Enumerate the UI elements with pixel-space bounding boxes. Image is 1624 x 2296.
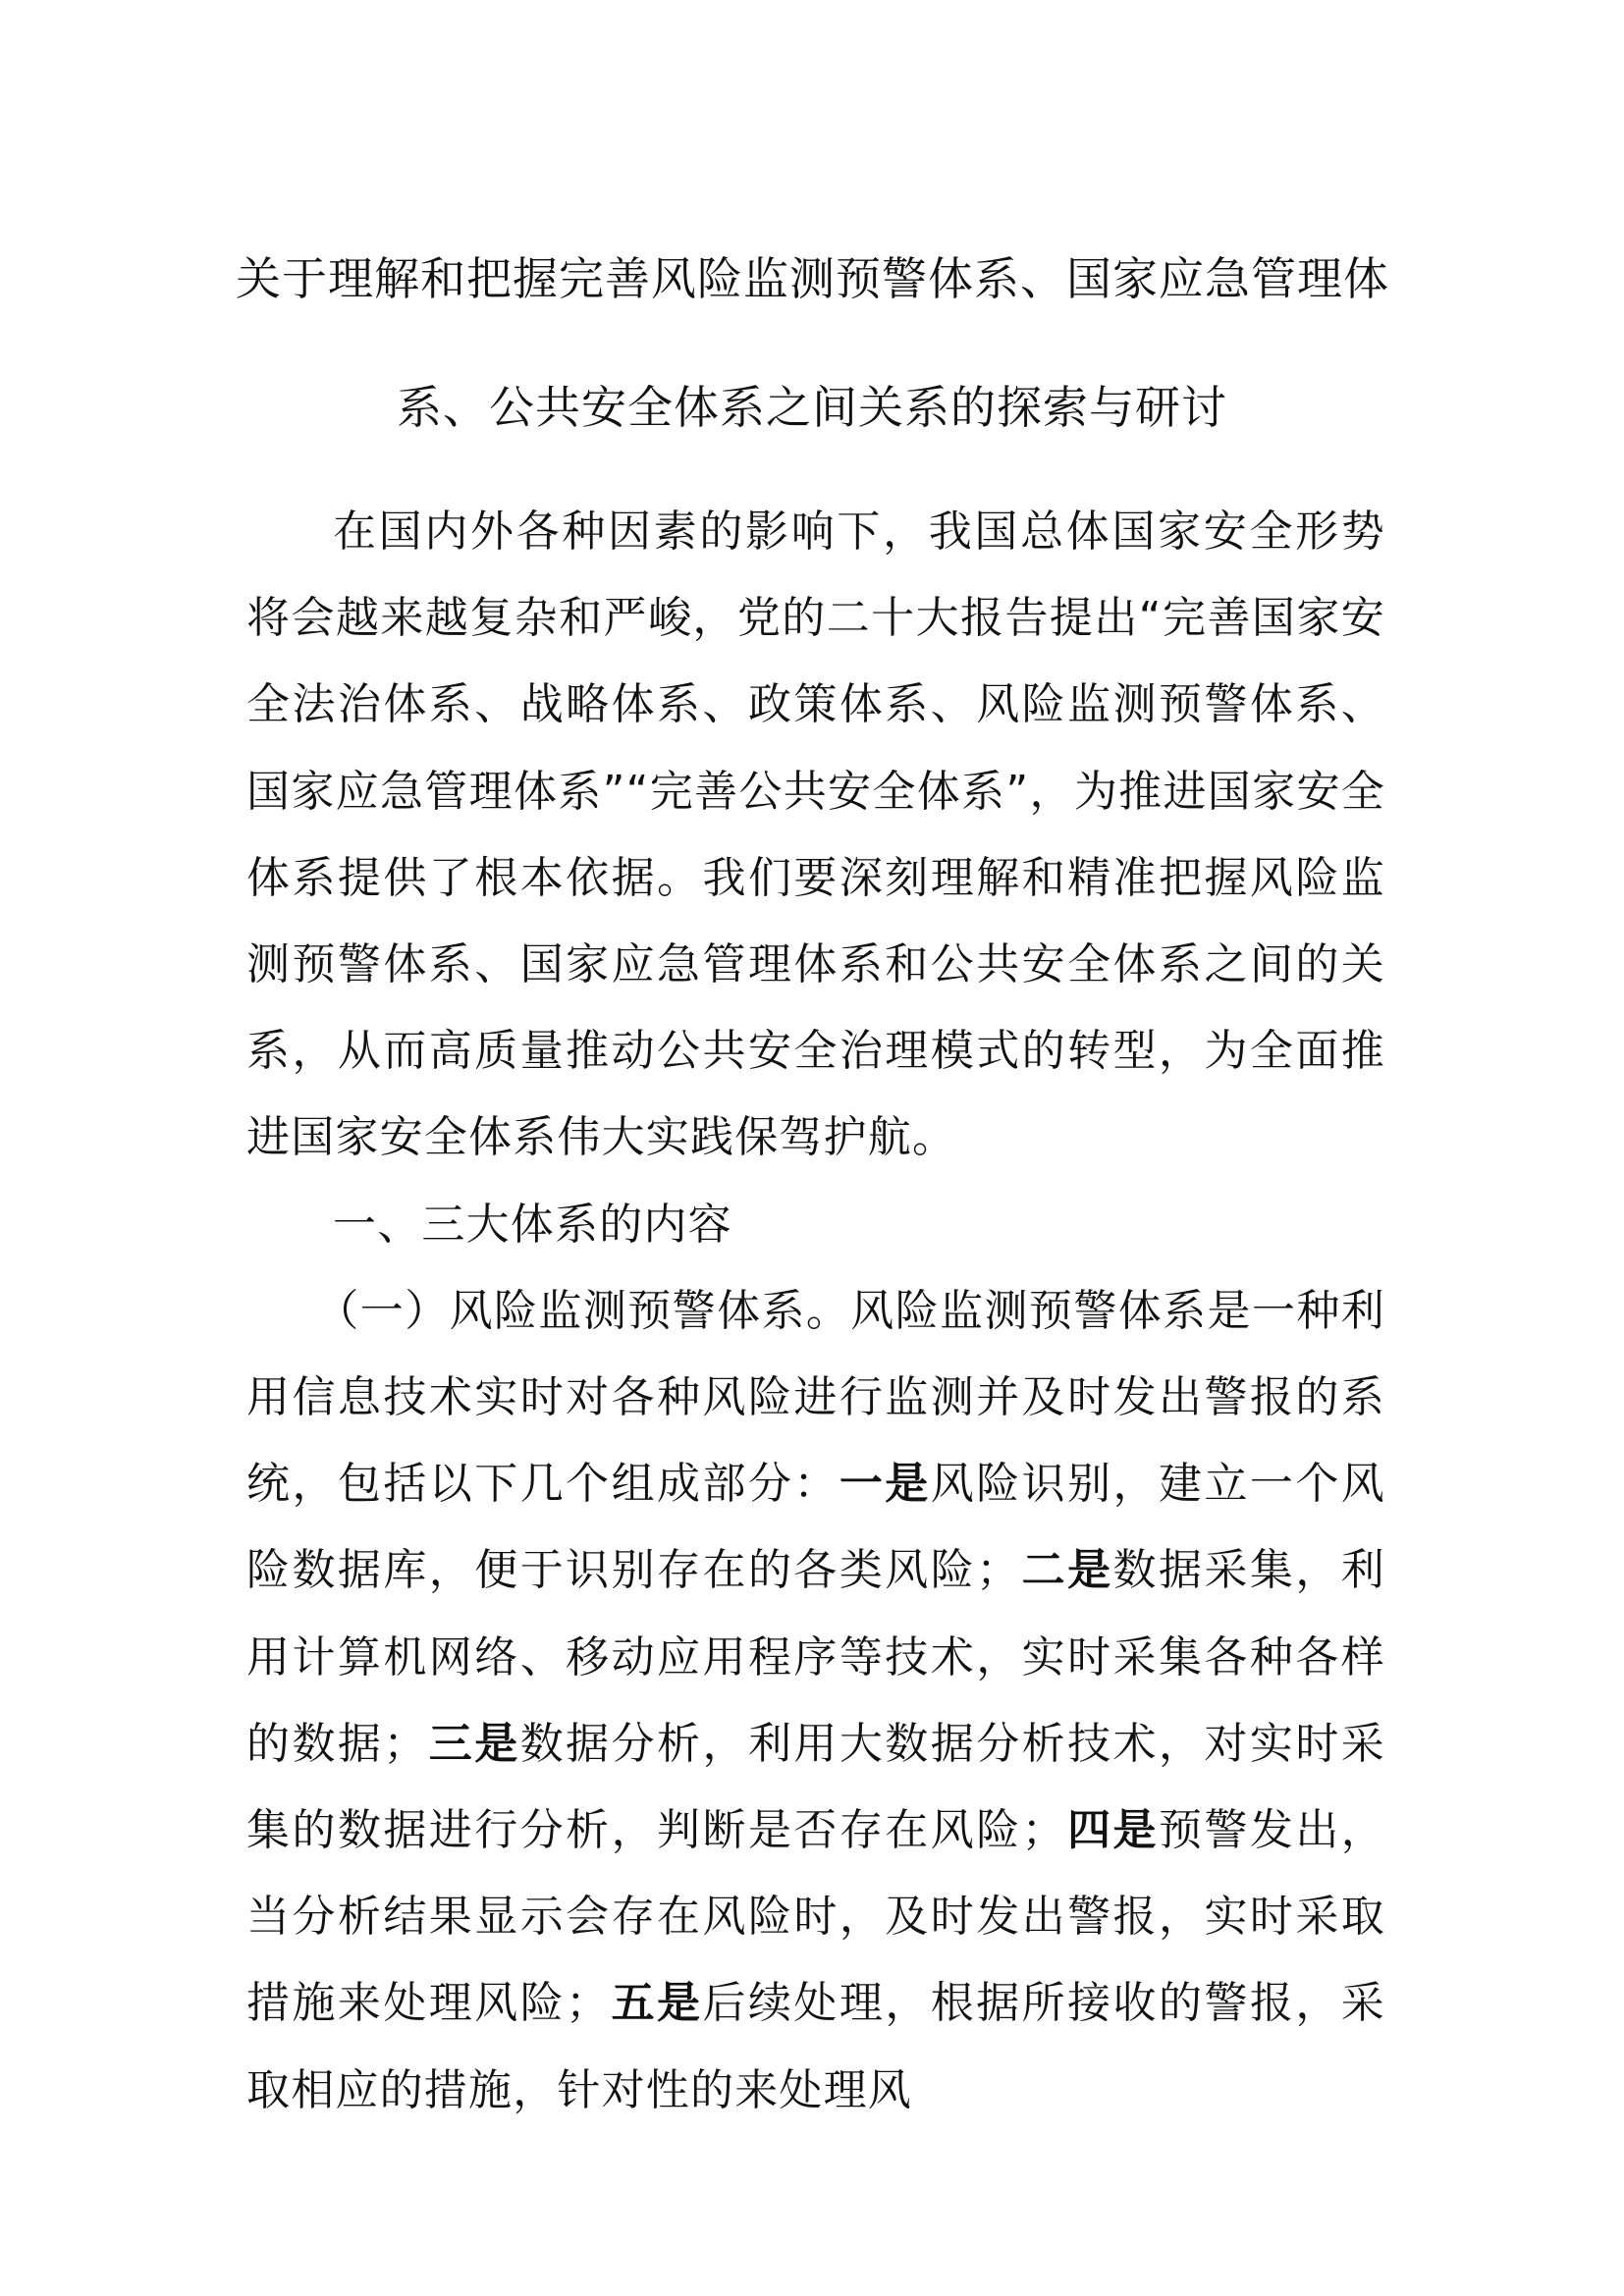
document-body [246, 489, 1385, 2134]
subsection-intro: （一）风险监测预警体系。风险监测预警体系是一种利用信息技术实时对各种风险进行监测并及时发出警报的系统，包括以下几个组成部分： [246, 1285, 1385, 1510]
document-title-line-1: 关于理解和把握完善风险监测预警体系、国家应急管理体 [236, 252, 1389, 305]
item-text-4: 预警发出，当分析结果显示会存在风险时，及时发出警报，实时采取措施来处理风险； [246, 1805, 1385, 2029]
item-label-4: 四是 [1065, 1805, 1159, 1856]
item-label-3: 三是 [427, 1718, 520, 1769]
item-text-3: 数据分析，利用大数据分析技术，对实时采集的数据进行分析，判断是否存在风险； [246, 1718, 1385, 1856]
document-title-line-2: 系、公共安全体系之间关系的探索与研讨 [397, 381, 1227, 434]
item-text-5: 后续处理，根据所接收的警报，采取相应的措施，针对性的来处理风 [246, 1978, 1386, 2115]
intro-paragraph: 在国内外各种因素的影响下，我国总体国家安全形势将会越来越复杂和严峻，党的二十大报告提出“完善国家安全法治体系、战略体系、政策体系、风险监测预警体系、国家应急管理体系”“完善公共安全体系”，为推进国家安全体系提供了根本依据。我们要深刻理解和精准把握风险监测预警体系、国家应急管理体系和公共安全体系之间的关系，从而高质量推动公共安全治理模式的转型，为全面推进国家安全体系伟大实践保驾护航。 [246, 507, 1385, 1163]
section-heading-1: 一、三大体系的内容 [333, 1199, 732, 1250]
item-text-2: 数据采集，利用计算机网络、移动应用程序等技术，实时采集各种各样的数据； [246, 1545, 1385, 1769]
item-label-2: 二是 [1020, 1545, 1113, 1596]
item-label-1: 一是 [839, 1459, 931, 1510]
subsection-paragraph-1 [246, 1268, 1385, 2134]
item-text-1: 风险识别，建立一个风险数据库，便于识别存在的各类风险； [246, 1459, 1385, 1596]
item-label-5: 五是 [610, 1978, 703, 2029]
